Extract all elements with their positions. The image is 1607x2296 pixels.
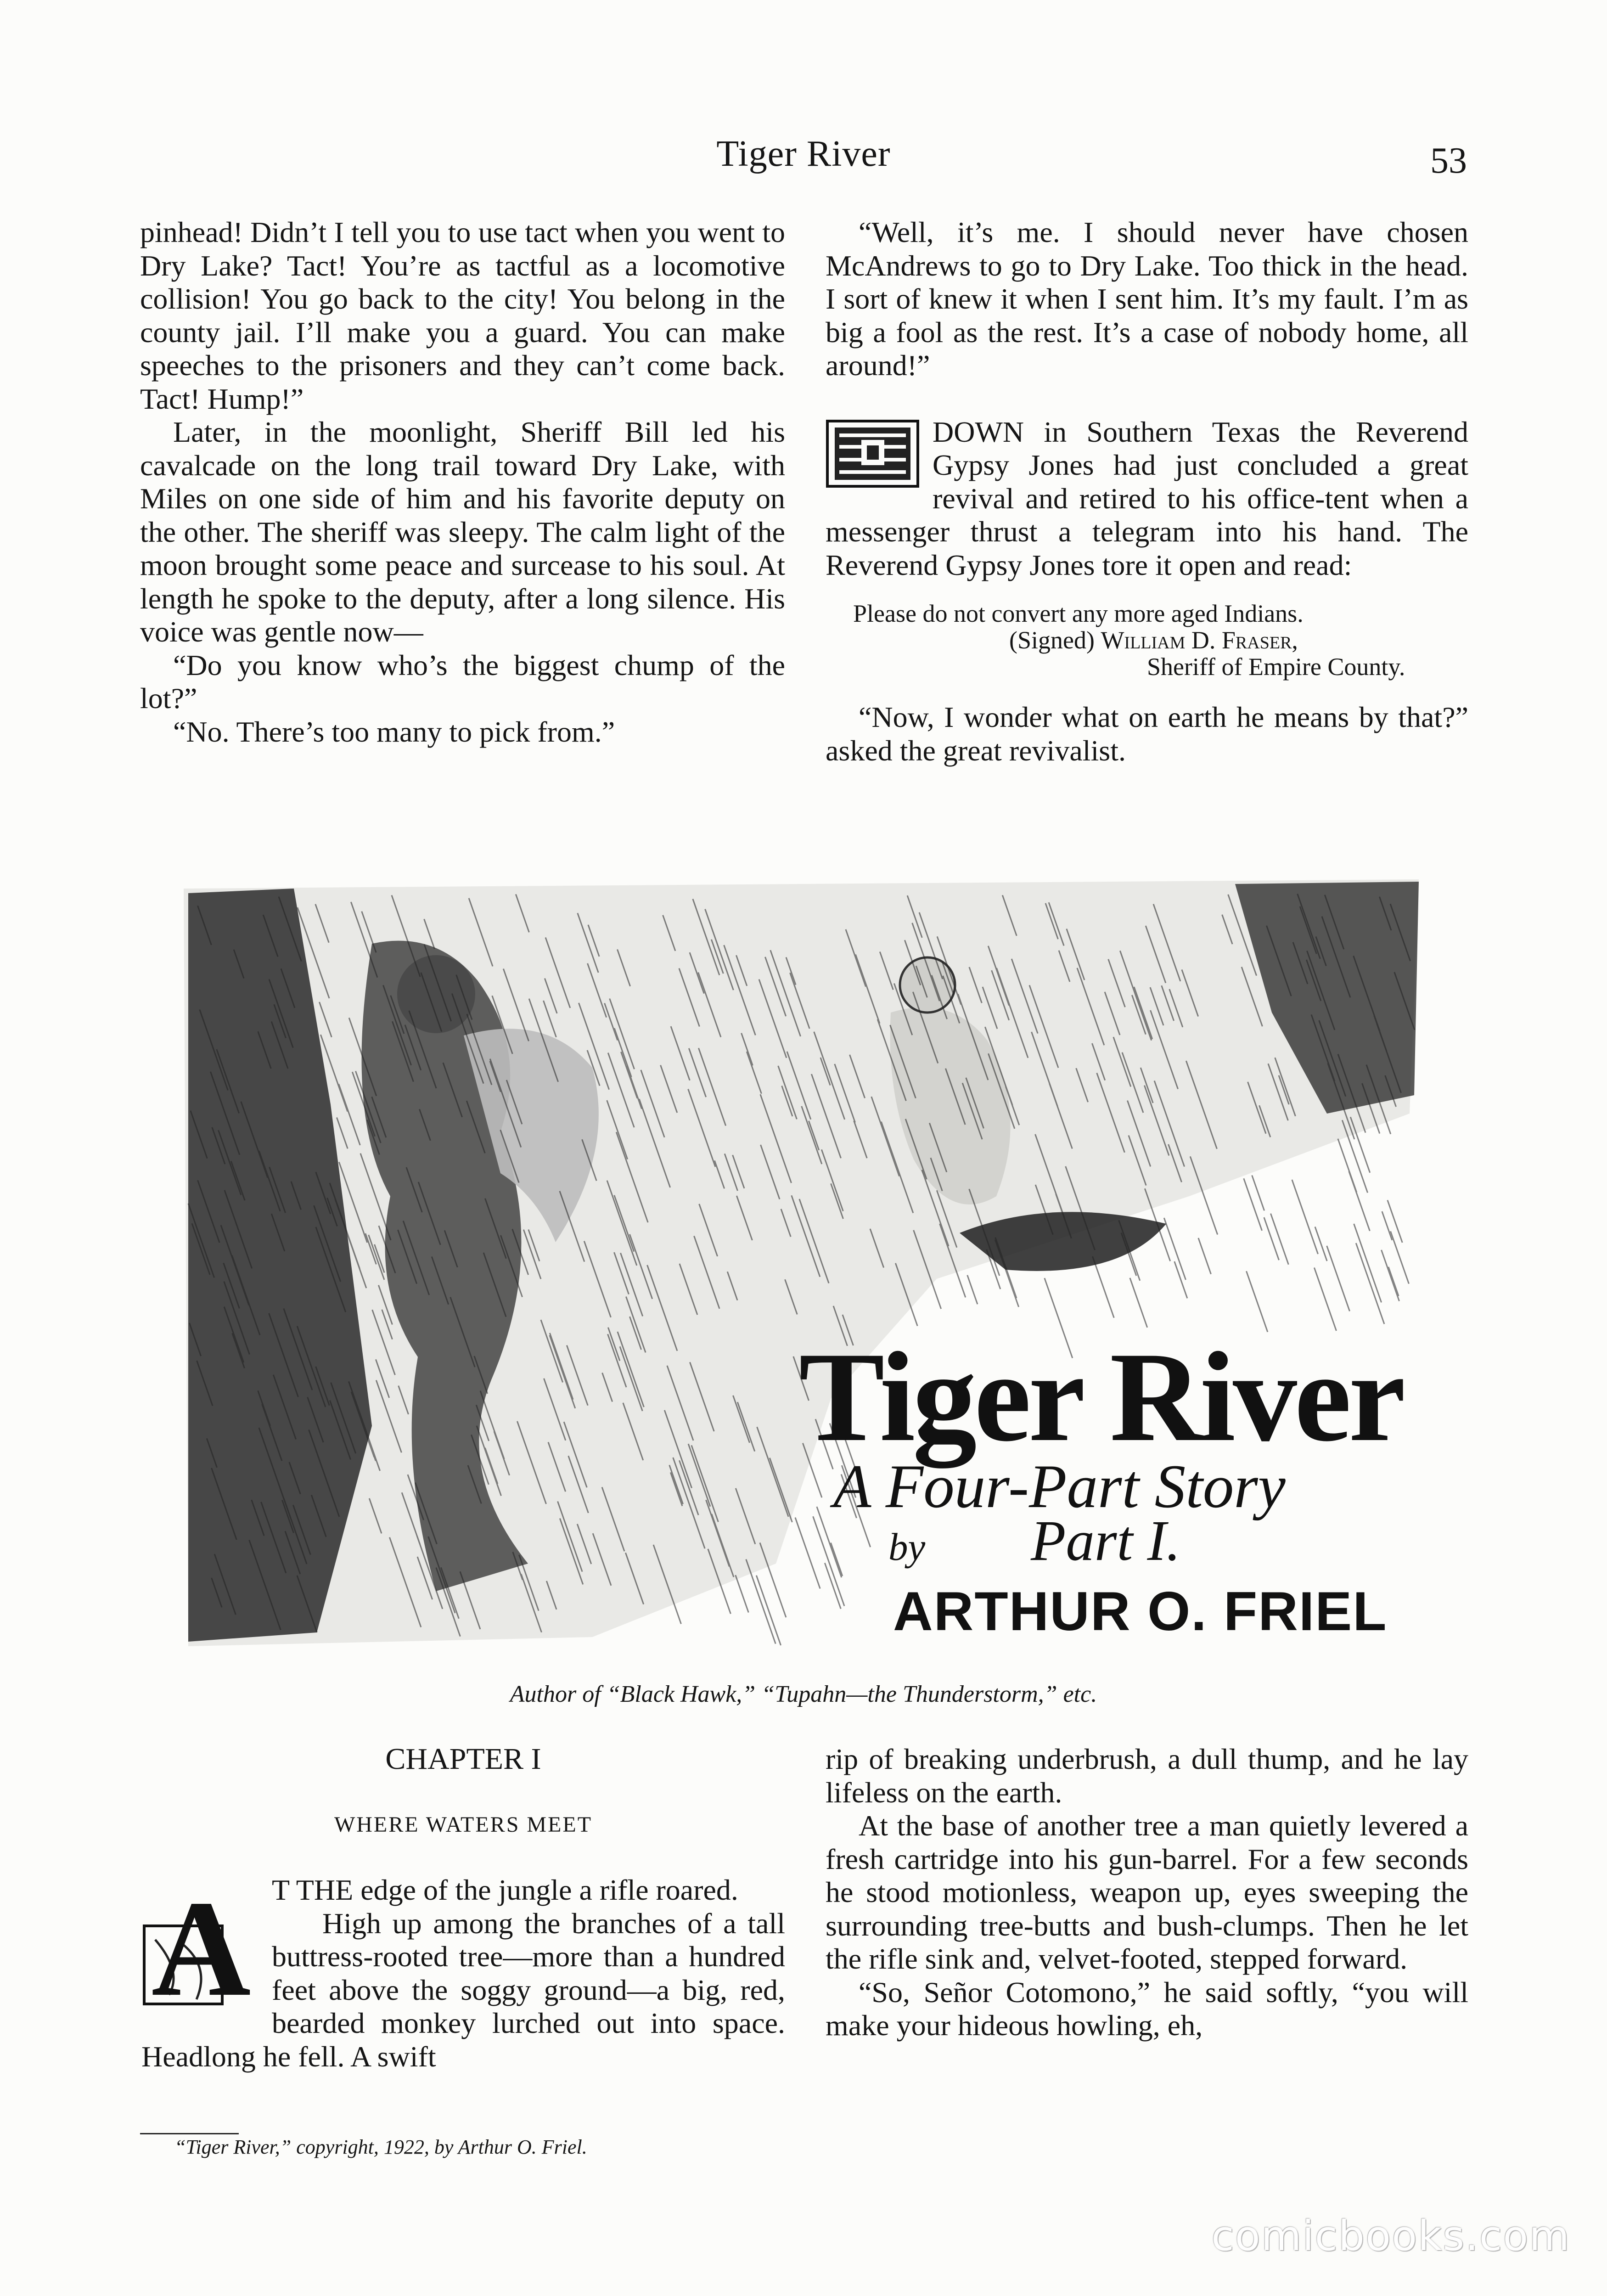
page-number: 53 <box>1430 141 1467 181</box>
top-left-column <box>140 216 785 748</box>
illustration-caption: Author of “Black Hawk,” “Tupahn—the Thunderstorm,” etc. <box>510 1681 1097 1707</box>
telegram-signature: (Signed) William D. Fraser, <box>1009 626 1298 654</box>
story-subtitle: A Four-Part Story <box>833 1452 1286 1521</box>
footnote-rule <box>140 2133 239 2134</box>
paragraph: pinhead! Didn’t I tell you to use tact when you went to Dry Lake? Tact! You’re as tactful as a locomotive collision! You go back to the city! You belong in the county jail. I’ll make you a guard. You can make speeches to the prisoners and they can’t come back. Tact! Hump!” <box>140 216 785 415</box>
ornament-initial-icon <box>826 419 920 488</box>
running-title: Tiger River <box>716 134 891 174</box>
footnote: “Tiger River,” copyright, 1922, by Arthur O. Friel. <box>174 2136 587 2158</box>
dropcap-a-icon <box>141 1875 261 2013</box>
chapter-subheading: WHERE WATERS MEET <box>334 1812 593 1837</box>
paragraph: “So, Señor Cotomono,” he said softly, “you will make your hideous howling, eh, <box>826 1975 1468 2042</box>
paragraph: rip of breaking underbrush, a dull thump, and he lay lifeless on the earth. <box>826 1743 1468 1809</box>
paragraph-text: T THE edge of the jungle a rifle roared. <box>272 1874 738 1906</box>
telegram <box>853 600 1468 680</box>
story-byline-by: by <box>888 1525 926 1569</box>
paragraph: Later, in the moonlight, Sheriff Bill led his cavalcade on the long trail toward Dry Lake, with Miles on one side of him and his favorite deputy on the other. The sheriff was sleepy. The calm light of the moon brought some peace and surcease to his soul. At length he spoke to the deputy, after a long silence. His voice was gentle now— <box>140 416 785 648</box>
telegram-line: Please do not convert any more aged Indians. <box>853 600 1304 627</box>
story-illustration <box>179 875 1433 1655</box>
story-title: Tiger River <box>799 1325 1403 1468</box>
paragraph: High up among the branches of a tall buttress-rooted tree—more than a hundred feet above the soggy ground—a big, red, bearded monkey lurched out into space. Headlong he fell. A swift <box>141 1907 785 2073</box>
bottom-left-column <box>141 1743 785 2073</box>
bottom-right-column <box>826 1743 1468 2043</box>
paragraph-text: DOWN in Southern Texas the Reverend Gypsy Jones had just concluded a great revival and retired to his office-tent when a messenger thrust a telegram into his hand. The Reverend Gypsy Jones tore it open and read: <box>826 415 1468 581</box>
top-right-column <box>826 216 1468 767</box>
story-author: ARTHUR O. FRIEL <box>893 1581 1388 1642</box>
paragraph: “No. There’s too many to pick from.” <box>173 715 615 748</box>
watermark: comicbooks.com <box>1211 2212 1570 2260</box>
story-part: Part I. <box>1031 1509 1181 1573</box>
paragraph: At the base of another tree a man quietly levered a fresh cartridge into his gun-barrel. For a few seconds he stood motionless, weapon up, eyes sweeping the surrounding tree-butts and bush-clumps. Then he let the rifle sink and, velvet-footed, stepped forward. <box>826 1809 1468 1975</box>
paragraph <box>826 416 1468 582</box>
paragraph: “Well, it’s me. I should never have chosen McAndrews to go to Dry Lake. Too thick in the head. I sort of knew it when I sent him. It’s my fault. I’m as big a fool as the rest. It’s a case of nobody home, all around!” <box>826 216 1468 382</box>
svg-text:A: A <box>151 1875 251 2013</box>
chapter-heading: CHAPTER I <box>385 1742 541 1776</box>
paragraph: “Now, I wonder what on earth he means by that?” asked the great revivalist. <box>826 701 1468 767</box>
telegram-line: Sheriff of Empire County. <box>1147 653 1405 681</box>
paragraph: “Do you know who’s the biggest chump of the lot?” <box>140 648 785 715</box>
